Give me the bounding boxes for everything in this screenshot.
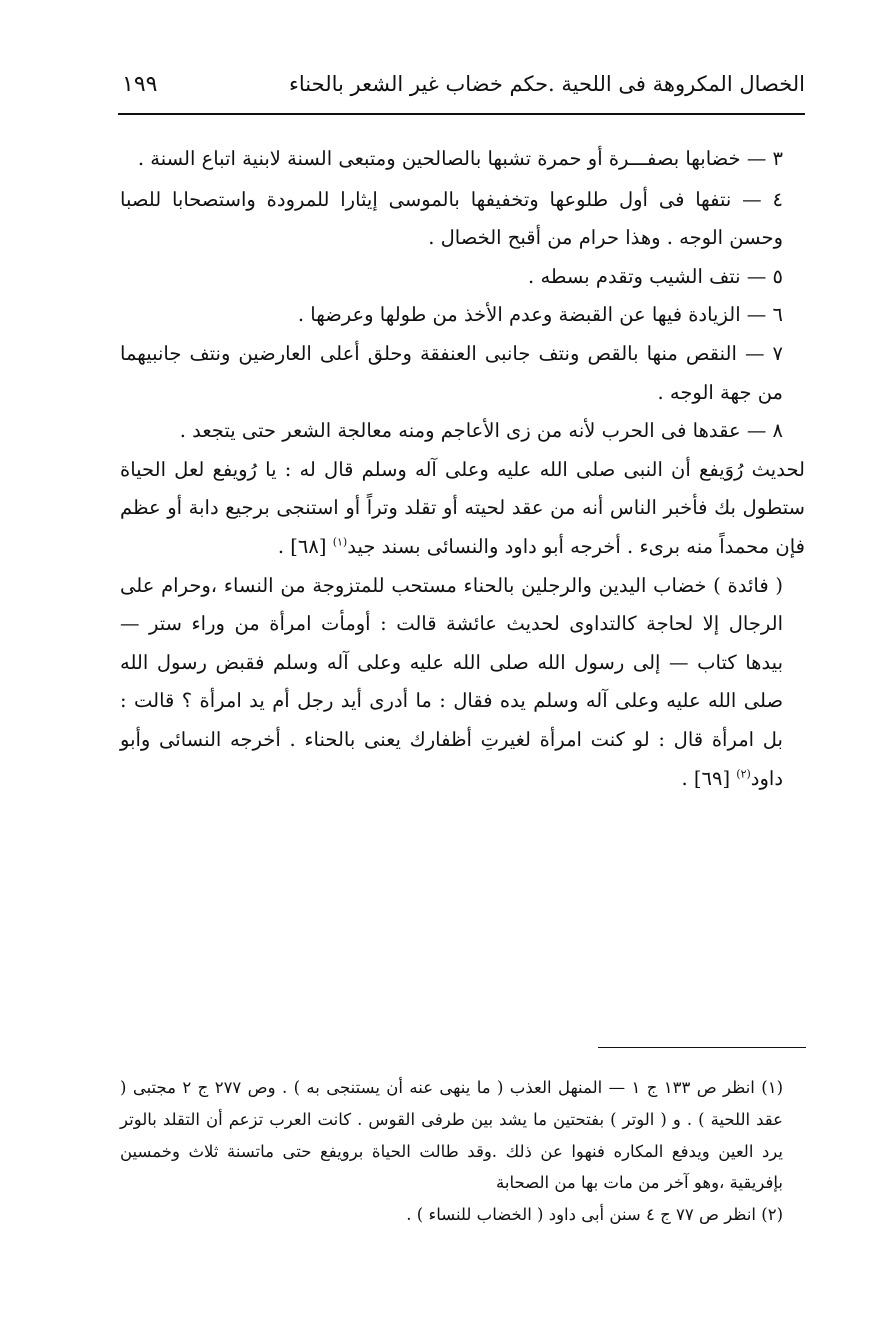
item-7: ٧ — النقص منها بالقص ونتف جانبى العنفقة وحلق أعلى العارضين ونتف جانبيهما من جهة الوجه . <box>120 341 783 404</box>
page-number: ١٩٩ <box>122 71 158 97</box>
item-4: ٤ — نتفها فى أول طلوعها وتخفيفها بالموسى إيثارا للمرودة واستصحابا للصبا وحسن الوجه . وهذا حرام من أقبح الخصال . <box>120 187 783 250</box>
item-6: ٦ — الزيادة فيها عن القبضة وعدم الأخذ من طولها وعرضها . <box>297 303 783 327</box>
hadith-text: لحديث رُوَيفع أن النبى صلى الله عليه وعلى آله وسلم قال له : يا رُويفع لعل الحياة ستطول بك فأخبر الناس أنه من عقد لحيته أو تقلد وتراً أو استنجى برجيع دابة أو عظم فإن محمداً منه برىء . أخرجه أبو داود والنسائى بسند جيد <box>120 457 805 558</box>
running-title: الخصال المكروهة فى اللحية .حكم خضاب غير الشعر بالحناء <box>289 72 805 96</box>
hadith-number: [٦٨] . <box>277 534 333 558</box>
footnote-rule <box>598 1047 806 1048</box>
footnote-2: (٢) انظر ص ٧٧ ج ٤ سنن أبى داود ( الخضاب للنساء ) . <box>406 1205 783 1225</box>
item-8: ٨ — عقدها فى الحرب لأنه من زى الأعاجم ومنه معالجة الشعر حتى يتجعد . <box>179 419 783 443</box>
header-rule <box>118 113 805 115</box>
item-5: ٥ — نتف الشيب وتقدم بسطه . <box>528 264 783 288</box>
benefit-paragraph <box>120 567 805 799</box>
hadith-paragraph <box>120 451 805 567</box>
item-3: ٣ — خضابها بصفـــرة أو حمرة تشبها بالصالحين ومتبعى السنة لابنية اتباع السنة . <box>137 147 783 170</box>
footnote-1: (١) انظر ص ١٣٣ ج ١ — المنهل العذب ( ما ينهى عنه أن يستنجى به ) . وص ٢٧٧ ج ٢ مجتبى ( عقد اللحية ) . و ( الوتر ) بفتحتين ما يشد بين طرفى القوس . كانت العرب تزعم أن التقلد بالوتر يرد العين ويدفع المكاره فنهوا عن ذلك .وقد طالت الحياة برويفع حتى ماتسنة ثلاث وخمسين بإفريقية ،وهو آخر من مات بها من الصحابة <box>120 1078 784 1193</box>
main-text <box>120 140 805 798</box>
footnote-ref-2: (٢) <box>736 767 751 780</box>
running-header <box>118 62 805 106</box>
footnote-ref-1: (١) <box>332 535 348 549</box>
benefit-text: ( فائدة ) خضاب اليدين والرجلين بالحناء مستحب للمتزوجة من النساء ،وحرام على الرجال إلا لحاجة كالتداوى لحديث عائشة قالت : أومأت امرأة من وراء ستر — بيدها كتاب — إلى رسول الله صلى الله عليه وعلى آله وسلم فقبض رسول الله صلى الله عليه وعلى آله وسلم يده فقال : ما أدرى أيد رجل أم يد امرأة ؟ قالت : بل امرأة قال : لو كنت امرأة لغيرتِ أظفارك يعنى بالحناء . أخرجه النسائى وأبو داود <box>120 573 783 790</box>
benefit-number: [٦٩] . <box>681 766 737 790</box>
footnotes <box>120 1072 805 1231</box>
